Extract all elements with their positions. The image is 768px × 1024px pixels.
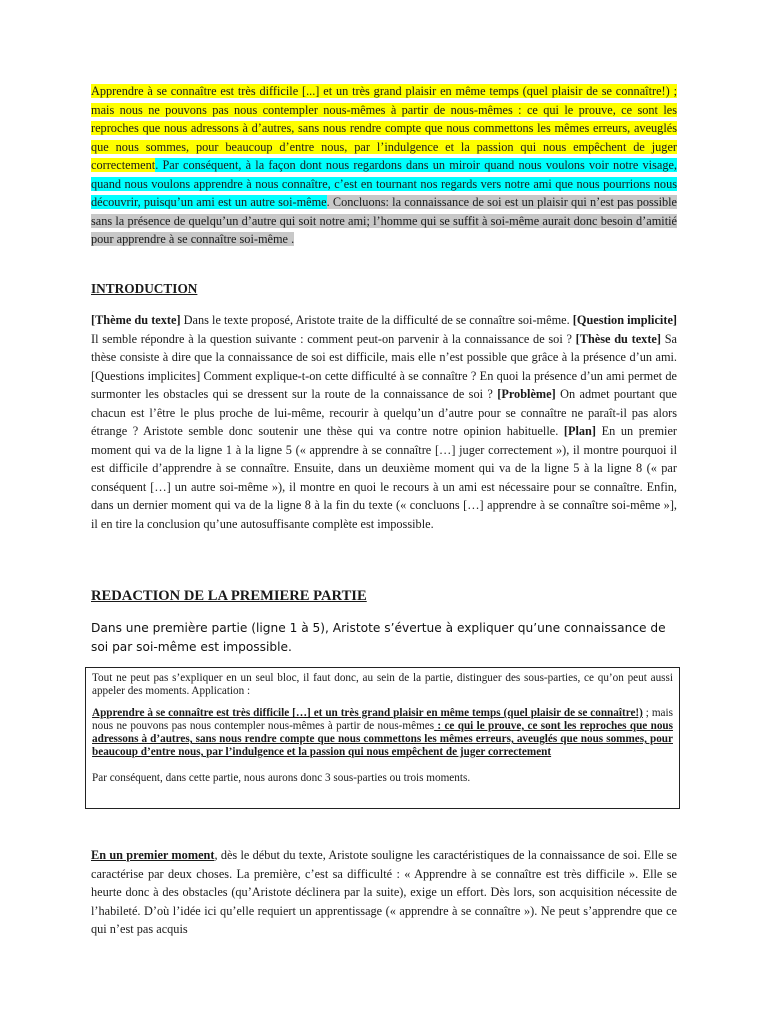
box-spacer-2	[92, 759, 673, 772]
introduction-section	[91, 281, 677, 297]
box-quote	[92, 707, 673, 759]
box-bold-segment-2: : ce qui le prouve, ce sont les reproches que nous adressons à d’autres, sans nous rendre compte que nous commettons les mêmes erreurs, aveuglés que nous sommes, pour beaucoup d’entre nous, par l’indulgence et la passion qui nous empêchent de juger correctement	[92, 720, 673, 758]
highlight-yellow-segment: Apprendre à se connaître est très difficile [...] et un très grand plaisir en même temps (quel plaisir de se connaître!) ; mais nous ne pouvons pas nous contempler nous-mêmes à partir de nous-mêmes : ce qui le prouve, ce sont les reproches que nous adressons à d’autres, sans nous rendre compte que nous commettons les mêmes erreurs, aveuglés que nous sommes, pour beaucoup d’entre nous, par l’indulgence et la passion qui nous empêchent de juger correctement	[91, 84, 677, 172]
introduction-paragraph	[91, 311, 677, 533]
highlight-gray-segment: . Concluons: la connaissance de soi est un plaisir qui n’est pas possible sans la présence de quelqu’un d’autre qui soit notre ami; l’homme qui se suffit à soi-même aurait donc besoin d’amitié pour apprendre à se connaître soi-même .	[91, 195, 678, 246]
box-spacer	[92, 698, 673, 707]
highlight-cyan-segment: . Par conséquent, à la façon dont nous regardons dans un miroir quand nous voulons voir notre visage, quand nous voulons apprendre à nous connaître, c’est en tournant nos regards vers notre ami que nous pourrions nous découvrir, puisqu’un ami est un autre soi-même	[91, 158, 677, 209]
box-bold-segment-1: Apprendre à se connaître est très difficile […] et un très grand plaisir en même temps (quel plaisir de se connaître!)	[92, 707, 643, 719]
probleme-text: On admet pourtant que chacun est l’être le plus proche de lui-même, recourir à quelqu’un d’autre pour se connaître ne paraît-il pas alors étrange ? Aristote semble donc soutenir une thèse qui va contre notre opinion habituelle.	[91, 387, 677, 438]
theme-text: Dans le texte proposé, Aristote traite de la difficulté de se connaître soi-même.	[180, 313, 573, 327]
moment1-lead: En un premier moment	[91, 848, 215, 862]
quote-paragraph	[91, 82, 677, 249]
moment1-text: , dès le début du texte, Aristote souligne les caractéristiques de la connaissance de soi. Elle se caractérise par deux choses. La première, c’est sa difficulté : « Apprendre à se connaître est très difficile ». Elle se heurte donc à des obstacles (qu’Aristote déclinera par la suite), exige un effort. Dès lors, son acquisition nécessite de l’habileté. D’où l’idée ici qu’elle requiert un apprentissage (« apprendre à se connaître »). Ne peut s’apprendre que ce qui n’est pas acquis	[91, 848, 677, 936]
question-tag: [Question implicite]	[572, 313, 677, 327]
partie1-subtitle: Dans une première partie (ligne 1 à 5), Aristote s’évertue à expliquer qu’une connaissance de soi par soi-même est impossible.	[91, 621, 666, 654]
box-plain-segment: ; mais nous ne pouvons pas nous contempler nous-mêmes à partir de nous-mêmes	[92, 707, 673, 732]
box-conclusion: Par conséquent, dans cette partie, nous aurons donc 3 sous-parties ou trois moments.	[92, 772, 471, 784]
method-box	[85, 667, 680, 809]
plan-tag: [Plan]	[563, 424, 596, 438]
partie1-section	[91, 588, 677, 605]
partie1-subtitle-block	[91, 619, 677, 657]
box-intro: Tout ne peut pas s’expliquer en un seul bloc, il faut donc, au sein de la partie, distinguer des sous-parties, ce qu’on peut aussi appeler des moments. Application :	[92, 672, 673, 697]
moment1-paragraph	[91, 846, 677, 939]
these-tag: [Thèse du texte]	[575, 331, 661, 346]
quoted-text	[91, 82, 677, 249]
introduction-heading: INTRODUCTION	[91, 281, 198, 296]
introduction-body	[91, 311, 677, 533]
question-text: Il semble répondre à la question suivante : comment peut-on parvenir à la connaissance de soi ?	[91, 331, 576, 346]
probleme-tag: [Problème]	[497, 387, 556, 401]
moment1-section	[91, 846, 677, 939]
partie1-heading: REDACTION DE LA PREMIERE PARTIE	[91, 588, 367, 604]
plan-text: En un premier moment qui va de la ligne 1 à la ligne 5 (« apprendre à se connaître […] juger correctement »), il montre pourquoi il est difficile d’apprendre à se connaître. Ensuite, dans un deuxième moment qui va de la ligne 5 à la ligne 8 (« par conséquent […] un autre soi-même »), il montre en quoi le recours à un ami est nécessaire pour se connaître. Enfin, dans un dernier moment qui va de la ligne 8 à la fin du texte (« concluons […] apprendre à se connaître soi-même »], il en tire la conclusion qu’une autosuffisante complète est impossible.	[91, 424, 677, 531]
theme-tag: [Thème du texte]	[91, 313, 181, 327]
these-text: Sa thèse consiste à dire que la connaissance de soi est difficile, mais elle n’est possible que grâce à la présence d’un ami. [Questions implicites] Comment explique-t-on cette difficulté à se connaître ? En quoi la présence d’un ami permet de surmonter les obstacles qui se dressent sur la route de la connaissance de soi ?	[91, 331, 677, 401]
